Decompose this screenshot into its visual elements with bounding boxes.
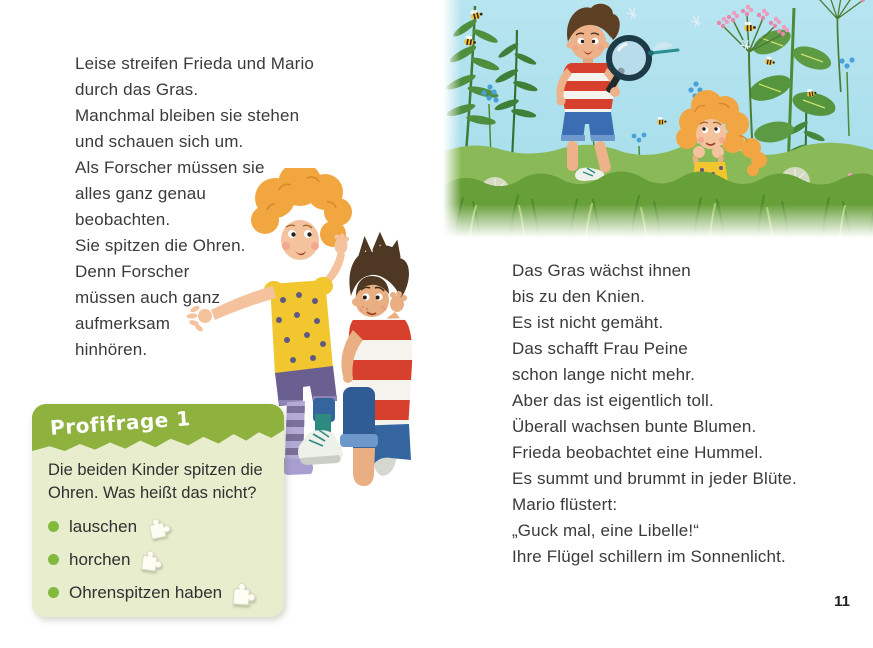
bullet-dot-icon bbox=[48, 521, 59, 532]
story-line: durch das Gras. bbox=[75, 80, 199, 99]
story-line: aufmerksam bbox=[75, 314, 171, 333]
quiz-question: Die beiden Kinder spitzen die Ohren. Was heißt das nicht? bbox=[48, 461, 263, 502]
mario-cupped-hand bbox=[390, 291, 407, 312]
story-line: Sie spitzen die Ohren. bbox=[75, 236, 246, 255]
story-line: Es summt und brummt in jeder Blüte. bbox=[512, 469, 797, 488]
story-line: Das Gras wächst ihnen bbox=[512, 261, 691, 280]
story-line: alles ganz genau bbox=[75, 184, 206, 203]
story-line: Das schafft Frau Peine bbox=[512, 339, 688, 358]
story-line: Manchmal bleiben sie stehen bbox=[75, 106, 300, 125]
story-line: „Guck mal, eine Libelle!“ bbox=[512, 521, 700, 540]
story-line: Aber das ist eigentlich toll. bbox=[512, 391, 714, 410]
story-line: Denn Forscher bbox=[75, 262, 190, 281]
puzzle-piece-icon bbox=[229, 578, 259, 607]
story-text-right bbox=[512, 258, 797, 570]
story-line: Mario flüstert: bbox=[512, 495, 618, 514]
story-line: beobachten. bbox=[75, 210, 171, 229]
story-line: Ihre Flügel schillern im Sonnenlicht. bbox=[512, 547, 786, 566]
story-line: Leise streifen Frieda und Mario bbox=[75, 54, 314, 73]
story-line: und schauen sich um. bbox=[75, 132, 244, 151]
quiz-option bbox=[48, 510, 278, 543]
quiz-option bbox=[48, 576, 278, 609]
bullet-dot-icon bbox=[48, 554, 59, 565]
story-line: müssen auch ganz bbox=[75, 288, 221, 307]
story-line: Als Forscher müssen sie bbox=[75, 158, 265, 177]
story-line: Es ist nicht gemäht. bbox=[512, 313, 664, 332]
page-number: 11 bbox=[834, 593, 850, 610]
frieda-cupped-hand bbox=[334, 233, 349, 254]
mario-bare-knee bbox=[353, 448, 375, 486]
quiz-box bbox=[32, 404, 284, 617]
quiz-title: Profifrage 1 bbox=[49, 406, 192, 440]
quiz-options bbox=[48, 510, 278, 609]
story-line: hinhören. bbox=[75, 340, 148, 359]
story-line: bis zu den Knien. bbox=[512, 287, 645, 306]
quiz-option-label: Ohrenspitzen haben bbox=[69, 582, 223, 602]
quiz-option-label: lauschen bbox=[69, 516, 138, 536]
meadow-illustration bbox=[443, 0, 873, 246]
puzzle-piece-icon bbox=[144, 512, 175, 542]
story-line: Überall wachsen bunte Blumen. bbox=[512, 417, 757, 436]
puzzle-piece-icon bbox=[138, 545, 167, 573]
story-text-left bbox=[75, 51, 314, 363]
story-line: Frieda beobachtet eine Hummel. bbox=[512, 443, 764, 462]
quiz-option-label: horchen bbox=[69, 549, 131, 569]
quiz-option bbox=[48, 543, 278, 576]
bullet-dot-icon bbox=[48, 587, 59, 598]
story-line: schon lange nicht mehr. bbox=[512, 365, 696, 384]
